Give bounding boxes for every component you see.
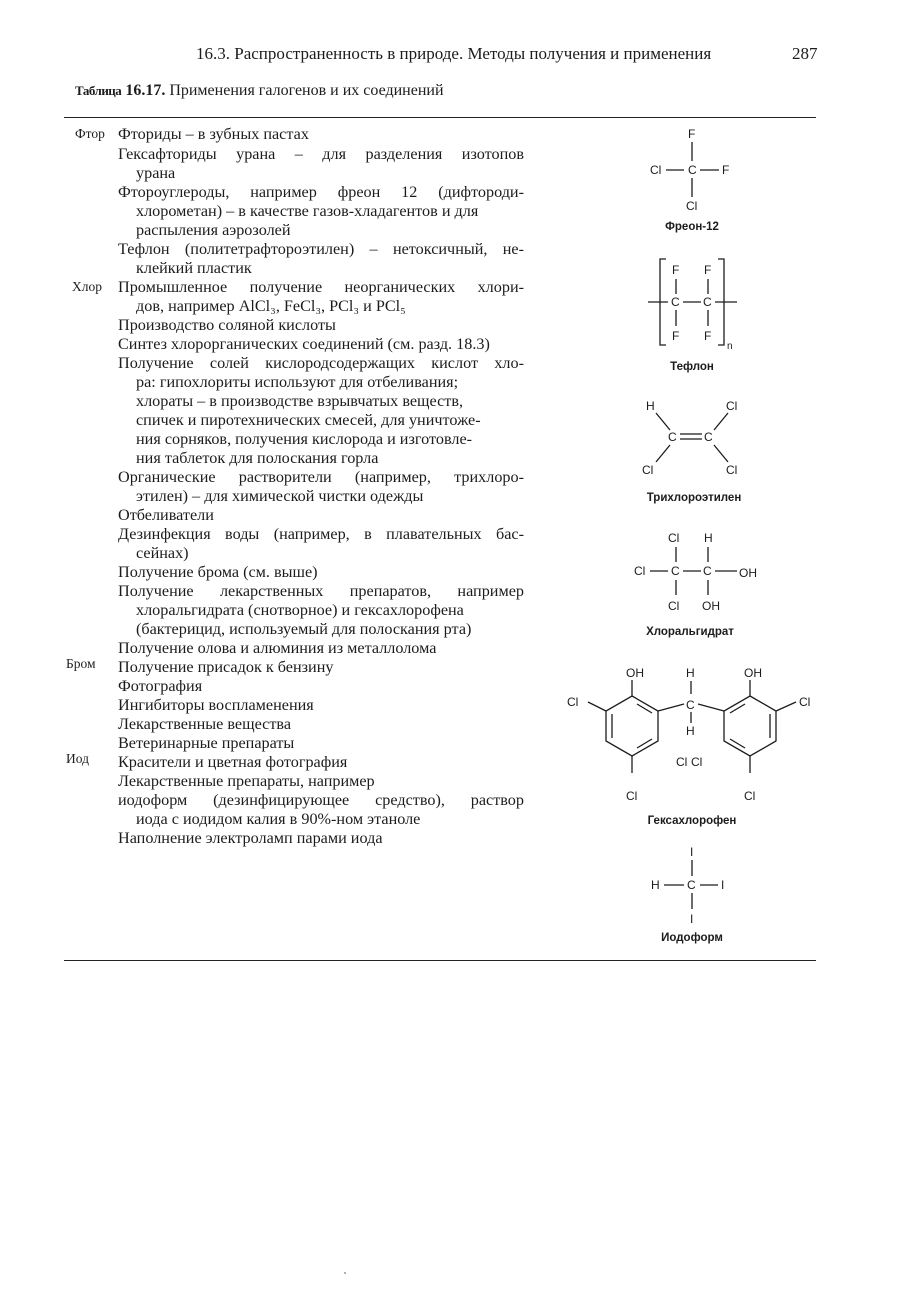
atom-label: OH bbox=[739, 566, 757, 580]
trichloroethylene-structure bbox=[642, 399, 737, 477]
atom-label: H bbox=[646, 399, 655, 413]
repeat-subscript: n bbox=[727, 341, 733, 352]
running-head: 16.3. Распространенность в природе. Методы получения и применения bbox=[196, 44, 712, 63]
atom-label: C bbox=[671, 564, 680, 578]
atom-label: C bbox=[703, 295, 712, 309]
text-line: Лекарственные препараты, например bbox=[118, 772, 375, 790]
caption-hexachlorophene: Гексахлорофен bbox=[647, 815, 737, 827]
scan-speck bbox=[344, 1272, 346, 1274]
atom-label: C bbox=[668, 430, 677, 444]
text-line: Фтороуглероды, например фреон 12 (дифтороди- bbox=[118, 183, 524, 201]
text-line: Наполнение электроламп парами иода bbox=[118, 829, 383, 847]
text-line: урана bbox=[136, 164, 176, 182]
text-line: ния сорняков, получения кислорода и изготовле- bbox=[136, 430, 473, 448]
text-line: сейнах) bbox=[136, 544, 189, 562]
atom-label: F bbox=[672, 329, 680, 343]
freon-12-structure bbox=[650, 127, 729, 213]
atom-label: C bbox=[671, 295, 680, 309]
text-line: хлорометан) – в качестве газов-хладагентов и для bbox=[136, 202, 479, 220]
atom-label: F bbox=[688, 127, 696, 141]
caption-freon-12: Фреон-12 bbox=[665, 221, 719, 233]
text-line: Производство соляной кислоты bbox=[118, 316, 336, 334]
element-label-chlorine: Хлор bbox=[72, 279, 102, 294]
text-line: иодоформ (дезинфицирующее средство), раствор bbox=[118, 791, 524, 809]
bottom-rule bbox=[64, 960, 816, 961]
atom-label: Cl bbox=[626, 789, 638, 803]
caption-iodoform: Иодоформ bbox=[661, 932, 723, 944]
element-label-iodine: Иод bbox=[66, 751, 89, 766]
text-line: ра: гипохлориты используют для отбеливания; bbox=[136, 373, 459, 391]
atom-label: C bbox=[686, 698, 695, 712]
atom-label: H bbox=[686, 724, 695, 738]
text-line: Тефлон (политетрафтороэтилен) – нетоксичный, не- bbox=[118, 240, 524, 258]
text-line: Лекарственные вещества bbox=[118, 715, 292, 733]
atom-label: F bbox=[704, 329, 712, 343]
atom-label: H bbox=[686, 666, 695, 680]
text-line: хлораты – в производстве взрывчатых веществ, bbox=[136, 392, 464, 410]
text-line: спичек и пиротехнических смесей, для уничтоже- bbox=[136, 411, 481, 429]
atom-label: C bbox=[688, 163, 697, 177]
text-line: иода с иодидом калия в 90%-ном этаноле bbox=[136, 810, 421, 828]
table-number: 16.17. bbox=[125, 82, 166, 99]
element-label-fluorine: Фтор bbox=[75, 126, 105, 141]
text-line: ния таблеток для полоскания горла bbox=[136, 449, 379, 467]
text-line: Промышленное получение неорганических хлори- bbox=[118, 278, 524, 296]
table-caption bbox=[75, 82, 444, 100]
atom-label: Cl bbox=[676, 755, 688, 769]
text-line: распыления аэрозолей bbox=[136, 221, 291, 239]
text-line: клейкий пластик bbox=[136, 259, 252, 277]
text-line: Получение олова и алюминия из металлолома bbox=[118, 639, 437, 657]
text-line: Дезинфекция воды (например, в плавательных бас- bbox=[118, 525, 524, 543]
text-line: Получение брома (см. выше) bbox=[118, 563, 318, 581]
text-line: Гексафториды урана – для разделения изотопов bbox=[118, 145, 524, 163]
atom-label: OH bbox=[626, 666, 644, 680]
atom-label: I bbox=[690, 912, 694, 926]
iodoform-structure bbox=[651, 845, 724, 926]
atom-label: Cl bbox=[567, 695, 579, 709]
text-line: (бактерицид, используемый для полоскания рта) bbox=[136, 620, 472, 638]
text-line: Получение присадок к бензину bbox=[118, 658, 334, 676]
atom-label: F bbox=[672, 263, 680, 277]
atom-label: Cl bbox=[686, 199, 698, 213]
atom-label: Cl bbox=[691, 755, 703, 769]
text-line: Ингибиторы воспламенения bbox=[118, 696, 314, 714]
atom-label: Cl bbox=[642, 463, 654, 477]
atom-label: C bbox=[687, 878, 696, 892]
text-line: Получение солей кислородсодержащих кислот хло- bbox=[118, 354, 524, 372]
text-line: Отбеливатели bbox=[118, 506, 214, 524]
chloral-hydrate-structure bbox=[634, 531, 757, 613]
text-line: дов, например AlCl₃, FeCl₃, PCl₃ и PCl₅ bbox=[136, 297, 406, 315]
text-line: Фториды – в зубных пастах bbox=[118, 125, 309, 143]
caption-chloral-hydrate: Хлоральгидрат bbox=[646, 626, 734, 638]
caption-trichloroethylene: Трихлороэтилен bbox=[646, 492, 742, 504]
atom-label: Cl bbox=[744, 789, 756, 803]
table-title: Применения галогенов и их соединений bbox=[169, 82, 444, 99]
atom-label: Cl bbox=[650, 163, 662, 177]
atom-label: OH bbox=[702, 599, 720, 613]
atom-label: I bbox=[721, 878, 725, 892]
text-line: Ветеринарные препараты bbox=[118, 734, 295, 752]
table-label: Таблица bbox=[75, 83, 122, 98]
top-rule bbox=[64, 117, 816, 118]
atom-label: H bbox=[651, 878, 660, 892]
hexachlorophene-structure bbox=[567, 666, 810, 803]
atom-label: F bbox=[722, 163, 730, 177]
atom-label: F bbox=[704, 263, 712, 277]
atom-label: Cl bbox=[799, 695, 811, 709]
text-line: Получение лекарственных препаратов, например bbox=[118, 582, 524, 600]
caption-teflon: Тефлон bbox=[670, 361, 714, 373]
element-label-bromine: Бром bbox=[66, 656, 96, 671]
page-number: 287 bbox=[792, 44, 818, 63]
teflon-structure bbox=[648, 259, 737, 352]
atom-label: Cl bbox=[634, 564, 646, 578]
text-line: Органические растворители (например, трихлоро- bbox=[118, 468, 524, 486]
text-line: хлоральгидрата (снотворное) и гексахлорофена bbox=[136, 601, 464, 619]
atom-label: Cl bbox=[726, 463, 738, 477]
atom-label: I bbox=[690, 845, 694, 859]
text-line: Синтез хлорорганических соединений (см. разд. 18.3) bbox=[118, 335, 490, 353]
text-line: этилен) – для химической чистки одежды bbox=[136, 487, 424, 505]
atom-label: Cl bbox=[726, 399, 738, 413]
atom-label: OH bbox=[744, 666, 762, 680]
atom-label: H bbox=[704, 531, 713, 545]
atom-label: Cl bbox=[668, 531, 680, 545]
text-line: Красители и цветная фотография bbox=[118, 753, 348, 771]
atom-label: C bbox=[703, 564, 712, 578]
atom-label: C bbox=[704, 430, 713, 444]
atom-label: Cl bbox=[668, 599, 680, 613]
text-line: Фотография bbox=[118, 677, 203, 695]
